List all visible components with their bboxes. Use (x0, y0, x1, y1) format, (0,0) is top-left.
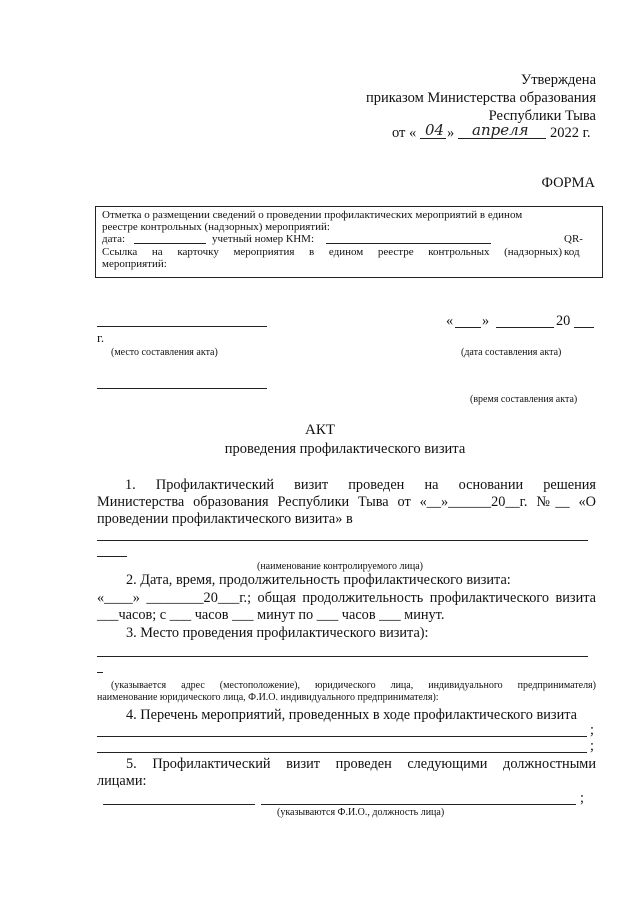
approval-day-underline (420, 138, 446, 139)
p2-line-1: 2. Дата, время, продолжительность профилактического визита: (126, 572, 511, 588)
p1-org-field-cont (97, 556, 127, 557)
act-date-year-prefix: 20 (556, 313, 571, 329)
approval-date-month: апреля (472, 121, 529, 139)
p3-caption-1: (указывается адрес (местоположение), юридического лица, индивидуального предпринимателя) (111, 680, 596, 691)
approval-date (392, 121, 602, 141)
p1-line-3: проведении профилактического визита» в (97, 511, 353, 527)
p1-line-1: 1. Профилактический визит проведен на основании решения (125, 477, 596, 493)
notice-date-field (134, 243, 206, 244)
approval-date-year: 2022 г. (550, 125, 591, 141)
p1-line-2: Министерства образования Республики Тыва от «__»______20__г. №__ «О (97, 494, 596, 510)
p5-semicolon: ; (580, 790, 584, 806)
notice-knm-field (326, 243, 491, 244)
p4-semicolon-1: ; (590, 722, 594, 738)
place-field (97, 326, 267, 327)
date-caption: (дата составления акта) (461, 347, 562, 358)
p2-line-3: ___часов; с ___ часов ___ минут по ___ часов ___ минут. (97, 607, 445, 623)
notice-line-2: реестре контрольных (надзорных) мероприятий: (102, 221, 330, 234)
approval-date-prefix: от « (392, 125, 417, 141)
approval-month-underline (458, 138, 546, 139)
notice-qr-label: QR-код (564, 233, 583, 258)
p4-line-1: 4. Перечень мероприятий, проведенных в ходе профилактического визита (126, 707, 577, 723)
time-field (97, 388, 267, 389)
place-caption: (место составления акта) (111, 347, 218, 358)
act-date-field (446, 313, 596, 331)
act-date-year (574, 327, 594, 328)
act-date-day (455, 327, 481, 328)
p5-line-2: лицами: (97, 773, 147, 789)
notice-link-line-2: мероприятий: (102, 257, 167, 270)
p3-address-field (97, 656, 588, 657)
notice-line-1: Отметка о размещении сведений о проведении профилактических мероприятий в едином (102, 209, 523, 221)
p2-line-2: «____» ________20___г.; общая продолжительность профилактического визита (97, 590, 596, 606)
approval-line-3: Республики Тыва (488, 108, 596, 124)
p1-caption: (наименование контролируемого лица) (257, 561, 423, 572)
place-g-label: г. (97, 330, 105, 345)
approval-date-mid: » (447, 125, 455, 141)
p4-field-2 (97, 752, 587, 753)
approval-line-2: приказом Министерства образования (365, 90, 596, 106)
p5-position-field (261, 804, 576, 805)
p5-name-field (103, 804, 255, 805)
notice-link-line-1: Ссылка на карточку мероприятия в едином реестре контрольных (надзорных) (102, 245, 562, 258)
p3-address-field-cont (97, 672, 103, 673)
act-date-quote-open: « (446, 313, 454, 329)
p4-semicolon-2: ; (590, 738, 594, 754)
act-title: АКТ (305, 422, 335, 438)
form-label: ФОРМА (541, 175, 595, 191)
notice-date-label: дата: (102, 233, 126, 246)
notice-knm-label: учетный номер КНМ: (212, 233, 315, 246)
p5-line-1: 5. Профилактический визит проведен следующими должностными (126, 756, 596, 772)
notice-box (95, 206, 603, 278)
approval-line-1: Утверждена (520, 72, 596, 88)
p5-caption: (указываются Ф.И.О., должность лица) (277, 807, 445, 818)
p3-caption-2: наименование юридического лица, Ф.И.О. индивидуального предпринимателя): (97, 692, 439, 703)
time-caption: (время составления акта) (470, 394, 578, 405)
act-date-quote-close: » (482, 313, 490, 329)
act-date-month (496, 327, 554, 328)
approval-date-day: 04 (425, 121, 445, 139)
act-subtitle: проведения профилактического визита (224, 441, 466, 457)
p4-field-1 (97, 736, 587, 737)
p3-line-1: 3. Место проведения профилактического визита): (126, 625, 429, 641)
p1-org-field (97, 540, 588, 541)
